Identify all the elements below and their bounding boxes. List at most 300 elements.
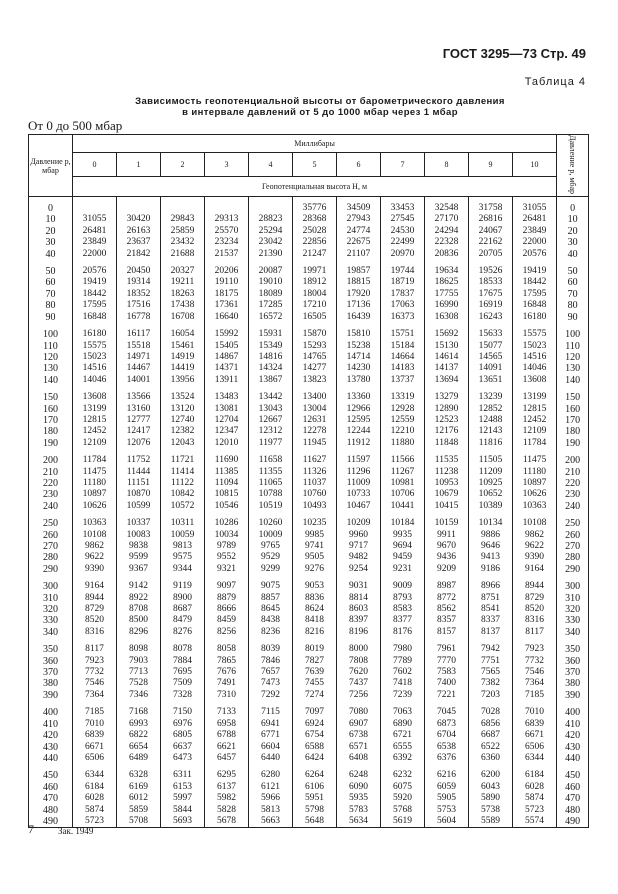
height-cell: 25859: [161, 226, 205, 237]
height-cell: 9789: [205, 541, 249, 552]
height-cell: 14516: [73, 363, 117, 374]
height-cell: 7473: [249, 678, 293, 689]
table-row: [29, 277, 589, 288]
height-cell: 8216: [293, 627, 337, 638]
height-cell: 5708: [117, 816, 161, 828]
height-cell: 16439: [337, 312, 381, 323]
table-row: [29, 656, 589, 667]
height-cell: 10815: [205, 489, 249, 500]
height-cell: 7168: [117, 707, 161, 718]
table-row: [29, 363, 589, 374]
height-cell: 9862: [513, 530, 557, 541]
height-cell: 9459: [381, 552, 425, 563]
height-cell: 6489: [117, 753, 161, 764]
pressure-cell-right: 330: [557, 615, 589, 626]
height-cell: 17595: [73, 300, 117, 311]
height-cell: 19419: [73, 277, 117, 288]
height-cell: 17361: [205, 300, 249, 311]
height-cell: 14230: [337, 363, 381, 374]
height-cell: 7150: [161, 707, 205, 718]
height-cell: 8645: [249, 604, 293, 615]
height-cell: 10842: [161, 489, 205, 500]
height-cell: 27943: [337, 214, 381, 225]
height-cell: 11784: [513, 438, 557, 449]
height-cell: 8520: [73, 615, 117, 626]
height-cell: 14001: [117, 375, 161, 386]
pressure-cell: 120: [29, 352, 73, 363]
pressure-cell: 400: [29, 707, 73, 718]
pressure-cell-right: 410: [557, 719, 589, 730]
table-row: [29, 541, 589, 552]
height-cell: 10363: [513, 501, 557, 512]
height-cell: 11627: [293, 455, 337, 466]
height-cell: 10981: [381, 478, 425, 489]
height-cell: 16572: [249, 312, 293, 323]
height-cell: 7980: [381, 644, 425, 655]
height-cell: 10134: [469, 518, 513, 529]
height-cell: 13737: [381, 375, 425, 386]
table-row: [29, 644, 589, 655]
height-cell: 9886: [469, 530, 513, 541]
height-cell: 12278: [293, 426, 337, 437]
height-cell: 17063: [381, 300, 425, 311]
table-row: [29, 478, 589, 489]
pressure-cell: 390: [29, 690, 73, 701]
height-cell: 7437: [337, 678, 381, 689]
height-cell: 12595: [337, 415, 381, 426]
geopotential-table: [28, 134, 589, 830]
pressure-cell: 100: [29, 329, 73, 340]
height-cell: 12043: [161, 438, 205, 449]
height-cell: 6232: [381, 770, 425, 781]
pressure-cell: 20: [29, 226, 73, 237]
pressure-cell: 480: [29, 805, 73, 816]
height-cell: 7185: [73, 707, 117, 718]
height-cell: 22162: [469, 237, 513, 248]
height-cell: 6571: [337, 742, 381, 753]
height-cell: 15349: [249, 341, 293, 352]
height-cell: 13823: [293, 375, 337, 386]
height-cell: 15023: [73, 352, 117, 363]
height-cell: 9231: [381, 564, 425, 575]
table-body: [29, 197, 589, 831]
height-cell: 7770: [425, 656, 469, 667]
height-cell: 7080: [337, 707, 381, 718]
height-cell: 5935: [337, 793, 381, 804]
height-cell: 8541: [469, 604, 513, 615]
table-row: [29, 455, 589, 466]
pressure-cell-right: 260: [557, 530, 589, 541]
height-cell: 5634: [337, 816, 381, 828]
height-cell: 6890: [381, 719, 425, 730]
height-cell: 15077: [469, 341, 513, 352]
height-cell: 21842: [117, 249, 161, 260]
height-cell: [117, 203, 161, 214]
pressure-cell-right: 0: [557, 203, 589, 214]
pressure-cell-right: 190: [557, 438, 589, 449]
height-cell: 8459: [205, 615, 249, 626]
height-cell: 7676: [205, 667, 249, 678]
pressure-cell-right: 350: [557, 644, 589, 655]
height-cell: 33453: [381, 203, 425, 214]
height-cell: 11009: [337, 478, 381, 489]
height-cell: 5890: [469, 793, 513, 804]
height-cell: 12417: [117, 426, 161, 437]
table-row: [29, 203, 589, 214]
height-cell: 9254: [337, 564, 381, 575]
height-cell: 13956: [161, 375, 205, 386]
table-row: [29, 266, 589, 277]
table-row: [29, 392, 589, 403]
height-cell: 16308: [425, 312, 469, 323]
height-cell: 13483: [205, 392, 249, 403]
height-cell: 11566: [381, 455, 425, 466]
height-cell: 18912: [293, 277, 337, 288]
height-cell: 15575: [73, 341, 117, 352]
height-cell: 8019: [293, 644, 337, 655]
height-cell: 17595: [513, 289, 557, 300]
height-cell: 6184: [73, 782, 117, 793]
height-cell: 10679: [425, 489, 469, 500]
pressure-cell: 170: [29, 415, 73, 426]
pressure-cell-right: 40: [557, 249, 589, 260]
height-cell: 7827: [293, 656, 337, 667]
pressure-cell: 280: [29, 552, 73, 563]
height-cell: 16640: [205, 312, 249, 323]
height-cell: 11267: [381, 467, 425, 478]
caption-line-1: Зависимость геопотенциальной высоты от барометрического давления: [135, 96, 505, 107]
height-cell: 17438: [161, 300, 205, 311]
height-cell: 5859: [117, 805, 161, 816]
height-cell: 7565: [469, 667, 513, 678]
height-cell: 14867: [205, 352, 249, 363]
height-cell: 10546: [205, 501, 249, 512]
height-cell: 5874: [73, 805, 117, 816]
column-header: 3: [205, 152, 249, 176]
height-cell: 10897: [73, 489, 117, 500]
height-cell: 20327: [161, 266, 205, 277]
table-bottom-border: [29, 828, 589, 831]
height-cell: 9009: [381, 581, 425, 592]
height-cell: 18625: [425, 277, 469, 288]
height-cell: 19857: [337, 266, 381, 277]
height-cell: 15130: [425, 341, 469, 352]
column-header: 9: [469, 152, 513, 176]
height-cell: 6924: [293, 719, 337, 730]
height-cell: 16848: [513, 300, 557, 311]
height-cell: 29313: [205, 214, 249, 225]
height-cell: 8256: [205, 627, 249, 638]
height-cell: 16373: [381, 312, 425, 323]
height-cell: 8520: [513, 604, 557, 615]
height-cell: 27545: [381, 214, 425, 225]
height-cell: 31055: [73, 214, 117, 225]
height-cell: 12210: [381, 426, 425, 437]
pressure-cell-right: 280: [557, 552, 589, 563]
height-cell: 18352: [117, 289, 161, 300]
height-cell: 6805: [161, 730, 205, 741]
height-cell: 7509: [161, 678, 205, 689]
table-row: [29, 805, 589, 816]
height-cell: 13442: [249, 392, 293, 403]
height-cell: 6137: [205, 782, 249, 793]
pressure-cell: 370: [29, 667, 73, 678]
height-cell: 9186: [469, 564, 513, 575]
height-cell: 7256: [337, 690, 381, 701]
height-cell: 9694: [381, 541, 425, 552]
height-cell: 19744: [381, 266, 425, 277]
height-cell: 8137: [469, 627, 513, 638]
height-cell: 5813: [249, 805, 293, 816]
height-cell: 8922: [117, 593, 161, 604]
height-cell: 5723: [73, 816, 117, 828]
height-cell: 10897: [513, 478, 557, 489]
height-cell: 5723: [513, 805, 557, 816]
height-cell: 8316: [513, 615, 557, 626]
height-cell: 8751: [469, 593, 513, 604]
height-cell: 22856: [293, 237, 337, 248]
height-cell: 6588: [293, 742, 337, 753]
height-cell: 8944: [73, 593, 117, 604]
height-cell: 11094: [205, 478, 249, 489]
height-cell: 16054: [161, 329, 205, 340]
height-cell: 14467: [117, 363, 161, 374]
pressure-cell-right: 460: [557, 782, 589, 793]
height-cell: 20206: [205, 266, 249, 277]
height-cell: 20576: [513, 249, 557, 260]
left-header-label: Давление p, мбар: [30, 156, 71, 175]
caption-line-2: в интервале давлений от 5 до 1000 мбар через 1 мбар: [182, 107, 458, 118]
height-cell: 18719: [381, 277, 425, 288]
height-cell: 6200: [469, 770, 513, 781]
height-cell: 6621: [205, 742, 249, 753]
height-cell: 15751: [381, 329, 425, 340]
height-cell: 20836: [425, 249, 469, 260]
pressure-cell: 300: [29, 581, 73, 592]
height-cell: 11752: [117, 455, 161, 466]
table-row: [29, 438, 589, 449]
pressure-cell: 220: [29, 478, 73, 489]
pressure-cell-right: 100: [557, 329, 589, 340]
height-cell: 21688: [161, 249, 205, 260]
height-cell: 28368: [293, 214, 337, 225]
height-cell: 19526: [469, 266, 513, 277]
height-cell: 19110: [205, 277, 249, 288]
height-cell: 7185: [513, 690, 557, 701]
height-cell: 9741: [293, 541, 337, 552]
height-cell: 6654: [117, 742, 161, 753]
height-cell: 7221: [425, 690, 469, 701]
height-cell: 6856: [469, 719, 513, 730]
height-cell: 5874: [513, 793, 557, 804]
pressure-cell-right: 250: [557, 518, 589, 529]
pressure-cell-right: 490: [557, 816, 589, 828]
height-cell: 10706: [381, 489, 425, 500]
height-cell: 13199: [73, 404, 117, 415]
pressure-cell-right: 390: [557, 690, 589, 701]
geopotential-subheader: Геопотенциальная высота H, м: [73, 177, 557, 197]
table-row: [29, 237, 589, 248]
height-cell: 8857: [249, 593, 293, 604]
height-cell: 10337: [117, 518, 161, 529]
height-cell: 18442: [513, 277, 557, 288]
height-cell: 8418: [293, 615, 337, 626]
height-cell: 18533: [469, 277, 513, 288]
height-cell: 6538: [425, 742, 469, 753]
height-cell: 11296: [337, 467, 381, 478]
height-cell: 8176: [381, 627, 425, 638]
height-cell: 14419: [161, 363, 205, 374]
height-cell: 5905: [425, 793, 469, 804]
height-cell: 6839: [513, 719, 557, 730]
height-cell: 7010: [513, 707, 557, 718]
height-cell: 31758: [469, 203, 513, 214]
height-cell: 6392: [381, 753, 425, 764]
table-row: [29, 375, 589, 386]
height-cell: 8987: [425, 581, 469, 592]
height-cell: 8438: [249, 615, 293, 626]
column-header: 7: [381, 152, 425, 176]
height-cell: 7274: [293, 690, 337, 701]
left-header: [29, 135, 73, 197]
height-cell: 7732: [73, 667, 117, 678]
height-cell: 11690: [205, 455, 249, 466]
height-cell: 13319: [381, 392, 425, 403]
height-cell: 7884: [161, 656, 205, 667]
height-cell: 12109: [513, 426, 557, 437]
height-cell: 9209: [425, 564, 469, 575]
pressure-cell-right: 300: [557, 581, 589, 592]
height-cell: 14277: [293, 363, 337, 374]
pressure-cell: 90: [29, 312, 73, 323]
pressure-cell: 230: [29, 489, 73, 500]
pressure-cell-right: 170: [557, 415, 589, 426]
height-cell: 7028: [469, 707, 513, 718]
height-cell: 5738: [469, 805, 513, 816]
height-cell: 12631: [293, 415, 337, 426]
pressure-cell-right: 290: [557, 564, 589, 575]
height-cell: 6153: [161, 782, 205, 793]
pressure-cell-right: 50: [557, 266, 589, 277]
table-row: [29, 564, 589, 575]
pressure-cell: 80: [29, 300, 73, 311]
column-header: 10: [513, 152, 557, 176]
height-cell: 13400: [293, 392, 337, 403]
column-header: 1: [117, 152, 161, 176]
height-cell: 23849: [73, 237, 117, 248]
height-cell: 10733: [337, 489, 381, 500]
height-cell: 7789: [381, 656, 425, 667]
pressure-cell-right: 30: [557, 237, 589, 248]
height-cell: 8687: [161, 604, 205, 615]
height-cell: 18815: [337, 277, 381, 288]
pressure-cell: 60: [29, 277, 73, 288]
height-cell: 6771: [249, 730, 293, 741]
height-cell: 14614: [425, 352, 469, 363]
height-cell: 16243: [469, 312, 513, 323]
height-cell: 8357: [425, 615, 469, 626]
height-cell: 9935: [381, 530, 425, 541]
height-cell: 9321: [205, 564, 249, 575]
height-cell: 15870: [293, 329, 337, 340]
height-cell: 8296: [117, 627, 161, 638]
table-row: [29, 782, 589, 793]
height-cell: 6216: [425, 770, 469, 781]
height-cell: 7846: [249, 656, 293, 667]
height-cell: 8900: [161, 593, 205, 604]
height-cell: 11385: [205, 467, 249, 478]
height-cell: 20576: [73, 266, 117, 277]
height-cell: [73, 203, 117, 214]
height-cell: 16708: [161, 312, 205, 323]
height-cell: 6839: [73, 730, 117, 741]
height-cell: 12452: [73, 426, 117, 437]
height-cell: 10260: [249, 518, 293, 529]
height-cell: 11597: [337, 455, 381, 466]
height-cell: 19010: [249, 277, 293, 288]
height-cell: 14371: [205, 363, 249, 374]
millibars-header: Миллибары: [73, 135, 557, 153]
table-row: [29, 300, 589, 311]
height-cell: 11444: [117, 467, 161, 478]
height-cell: 8729: [513, 593, 557, 604]
height-cell: 8337: [469, 615, 513, 626]
height-cell: 6012: [117, 793, 161, 804]
pressure-cell: 450: [29, 770, 73, 781]
height-cell: 20970: [381, 249, 425, 260]
height-cell: 7346: [117, 690, 161, 701]
height-cell: 31055: [513, 203, 557, 214]
height-cell: 9390: [513, 552, 557, 563]
height-cell: 17920: [337, 289, 381, 300]
height-cell: 9622: [513, 541, 557, 552]
height-cell: 6687: [469, 730, 513, 741]
height-cell: 9164: [73, 581, 117, 592]
pressure-cell-right: 340: [557, 627, 589, 638]
pressure-cell: 200: [29, 455, 73, 466]
height-cell: 16505: [293, 312, 337, 323]
height-cell: 10652: [469, 489, 513, 500]
pressure-cell-right: 160: [557, 404, 589, 415]
height-cell: 6106: [293, 782, 337, 793]
height-cell: 9097: [205, 581, 249, 592]
height-cell: 26481: [73, 226, 117, 237]
pressure-cell-right: 240: [557, 501, 589, 512]
height-cell: 12777: [117, 415, 161, 426]
height-cell: 10059: [161, 530, 205, 541]
height-cell: 10519: [249, 501, 293, 512]
height-cell: 26481: [513, 214, 557, 225]
height-cell: 8944: [513, 581, 557, 592]
height-cell: 10286: [205, 518, 249, 529]
height-cell: 7491: [205, 678, 249, 689]
height-cell: 6721: [381, 730, 425, 741]
height-cell: 6184: [513, 770, 557, 781]
height-cell: 10441: [381, 501, 425, 512]
height-cell: 7292: [249, 690, 293, 701]
height-cell: 5648: [293, 816, 337, 828]
height-cell: 9670: [425, 541, 469, 552]
height-cell: 9413: [469, 552, 513, 563]
height-cell: 16778: [117, 312, 161, 323]
height-cell: 6822: [117, 730, 161, 741]
height-cell: 20705: [469, 249, 513, 260]
height-cell: 8603: [337, 604, 381, 615]
table-row: [29, 530, 589, 541]
height-cell: 9552: [205, 552, 249, 563]
table-row: [29, 816, 589, 828]
height-cell: 7583: [425, 667, 469, 678]
